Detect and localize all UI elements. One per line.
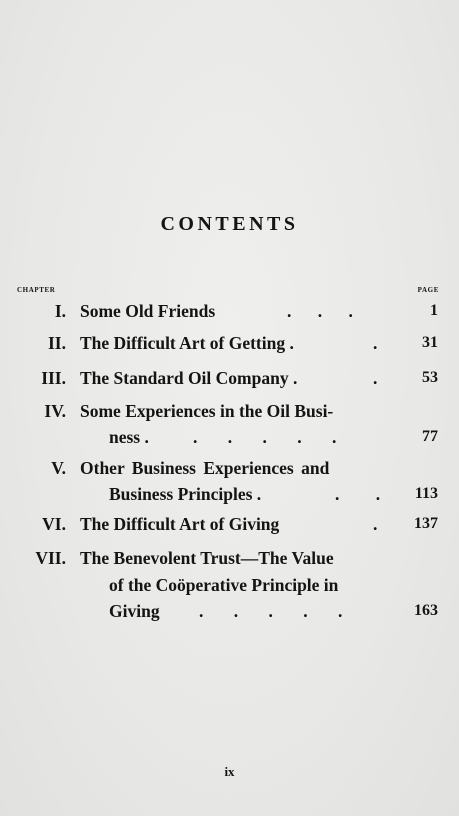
toc-entry-continuation	[0, 572, 459, 598]
page-folio: ix	[224, 764, 235, 779]
page-number: 1	[430, 302, 438, 319]
toc-entry	[0, 365, 459, 391]
page-number: 113	[414, 485, 438, 502]
chapter-number: VII.	[35, 548, 66, 568]
toc-entry	[0, 455, 459, 481]
chapter-title-continuation: ness .	[109, 427, 149, 447]
chapter-title-continuation: Giving	[109, 601, 160, 621]
chapter-number: VI.	[42, 514, 66, 534]
chapter-title: The Standard Oil Company .	[80, 368, 298, 388]
page-number: 53	[422, 369, 438, 386]
chapter-number: V.	[51, 458, 66, 478]
toc-entry	[0, 398, 459, 424]
page-number: 163	[414, 602, 438, 619]
chapter-title: Some Old Friends	[80, 301, 216, 321]
toc-entry-continuation	[0, 424, 459, 450]
chapter-title-continuation: of the Coöperative Principle in	[109, 575, 339, 595]
dot-leader: . . . . .	[199, 601, 343, 621]
page-title: CONTENTS	[160, 213, 299, 235]
chapter-title-continuation: Business Principles .	[109, 484, 262, 504]
dot-leader: . .	[335, 484, 381, 504]
page-number: 77	[422, 428, 438, 445]
dot-leader: .	[373, 514, 378, 534]
dot-leader: .	[373, 368, 378, 388]
toc-entry	[0, 545, 459, 571]
toc-entry	[0, 330, 459, 356]
chapter-number: III.	[41, 368, 66, 388]
toc-entry-continuation	[0, 481, 459, 507]
page-column-header: PAGE	[417, 286, 439, 294]
chapter-number: IV.	[44, 401, 66, 421]
page-number: 31	[422, 334, 438, 351]
chapter-column-header: CHAPTER	[17, 286, 56, 294]
toc-entry-continuation	[0, 598, 459, 624]
chapter-title: Some Experiences in the Oil Busi-	[80, 401, 334, 421]
chapter-title: Other Business Experiences and	[80, 458, 330, 478]
dot-leader: .	[373, 333, 378, 353]
toc-entry	[0, 511, 459, 537]
dot-leader: . . .	[287, 301, 353, 321]
page-number: 137	[414, 515, 438, 532]
chapter-title: The Difficult Art of Giving	[80, 514, 280, 534]
dot-leader: . . . . .	[193, 427, 337, 447]
chapter-title: The Benevolent Trust—The Value	[80, 548, 334, 568]
chapter-number: I.	[54, 301, 66, 321]
chapter-number: II.	[48, 333, 66, 353]
toc-entry	[0, 298, 459, 324]
chapter-title: The Difficult Art of Getting .	[80, 333, 294, 353]
